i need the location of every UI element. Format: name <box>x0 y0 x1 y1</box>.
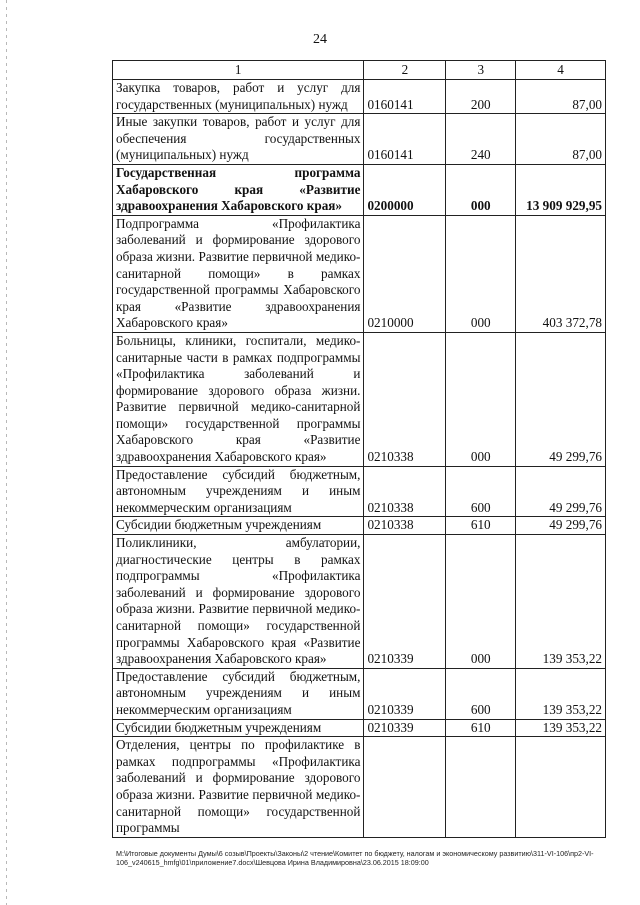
table-row <box>113 332 606 466</box>
row-name-cell: Иные закупки товаров, работ и услуг для обеспечения государственных (муниципальных) нужд <box>113 114 364 165</box>
row-code-cell: 0210339 <box>364 719 446 737</box>
row-expense-type-cell: 610 <box>446 517 516 535</box>
table-row <box>113 719 606 737</box>
row-code-cell: 0210339 <box>364 535 446 669</box>
scan-edge <box>6 0 7 905</box>
page-number: 24 <box>313 32 327 47</box>
row-code-cell: 0160141 <box>364 114 446 165</box>
row-expense-type-cell: 600 <box>446 466 516 517</box>
row-expense-type-cell <box>446 737 516 838</box>
row-name-cell: Закупка товаров, работ и услуг для государственных (муниципальных) нужд <box>113 80 364 114</box>
row-expense-type-cell: 000 <box>446 332 516 466</box>
table-row <box>113 164 606 215</box>
row-expense-type-cell: 000 <box>446 535 516 669</box>
header-cell: 2 <box>364 61 446 80</box>
row-amount-cell: 49 299,76 <box>516 332 606 466</box>
table-row <box>113 80 606 114</box>
row-amount-cell: 139 353,22 <box>516 668 606 719</box>
row-expense-type-cell: 000 <box>446 215 516 332</box>
row-code-cell: 0210339 <box>364 668 446 719</box>
row-amount-cell: 49 299,76 <box>516 466 606 517</box>
row-name-cell: Подпрограмма «Профилактика заболеваний и формирование здорового образа жизни. Развитие первичной медико-санитарной помощи» в рамках государственной программы Хабаровского края «Развитие здравоохранения Хабаровского края» <box>113 215 364 332</box>
row-amount-cell: 87,00 <box>516 80 606 114</box>
row-code-cell: 0210338 <box>364 332 446 466</box>
table-row <box>113 215 606 332</box>
table-row <box>113 114 606 165</box>
table-row <box>113 466 606 517</box>
table-row <box>113 737 606 838</box>
row-amount-cell: 49 299,76 <box>516 517 606 535</box>
row-amount-cell: 139 353,22 <box>516 535 606 669</box>
row-name-cell: Государственная программа Хабаровского края «Развитие здравоохранения Хабаровского края» <box>113 164 364 215</box>
row-code-cell: 0160141 <box>364 80 446 114</box>
row-amount-cell <box>516 737 606 838</box>
row-code-cell <box>364 737 446 838</box>
row-amount-cell: 13 909 929,95 <box>516 164 606 215</box>
row-name-cell: Предоставление субсидий бюджетным, автономным учреждениям и иным некоммерческим организациям <box>113 466 364 517</box>
row-amount-cell: 403 372,78 <box>516 215 606 332</box>
row-expense-type-cell: 600 <box>446 668 516 719</box>
row-expense-type-cell: 610 <box>446 719 516 737</box>
row-amount-cell: 87,00 <box>516 114 606 165</box>
header-cell: 3 <box>446 61 516 80</box>
row-name-cell: Поликлиники, амбулатории, диагностические центры в рамках подпрограммы «Профилактика заболеваний и формирование здорового образа жизни. Развитие первичной медико-санитарной помощи» государственной программы Хабаровского края «Развитие здравоохранения Хабаровского края» <box>113 535 364 669</box>
header-cell: 4 <box>516 61 606 80</box>
row-code-cell: 0210338 <box>364 466 446 517</box>
row-name-cell: Больницы, клиники, госпитали, медико-санитарные части в рамках подпрограммы «Профилактика заболеваний и формирование здорового образа жизни. Развитие первичной медико-санитарной помощи» государственной программы Хабаровского края «Развитие здравоохранения Хабаровского края» <box>113 332 364 466</box>
table-row <box>113 517 606 535</box>
budget-table <box>112 60 606 838</box>
row-name-cell: Субсидии бюджетным учреждениям <box>113 517 364 535</box>
table-row <box>113 668 606 719</box>
row-amount-cell: 139 353,22 <box>516 719 606 737</box>
table-row <box>113 535 606 669</box>
row-name-cell: Субсидии бюджетным учреждениям <box>113 719 364 737</box>
row-code-cell: 0200000 <box>364 164 446 215</box>
row-expense-type-cell: 240 <box>446 114 516 165</box>
table-header-row <box>113 61 606 80</box>
file-path-footer: M:\Итоговые документы Думы\6 созыв\Проекты\Законы\2 чтение\Комитет по бюджету, налогам и экономическому развитию\311-VI-106\пр2-VI-106_v240615_hmfg\01\приложение7.docx\Шевцова Ирина Владимировна\23.06.2015 18:09:00 <box>116 849 594 867</box>
row-expense-type-cell: 000 <box>446 164 516 215</box>
row-code-cell: 0210338 <box>364 517 446 535</box>
row-name-cell: Отделения, центры по профилактике в рамках подпрограммы «Профилактика заболеваний и формирование здорового образа жизни. Развитие первичной медико-санитарной помощи» государственной программы <box>113 737 364 838</box>
row-code-cell: 0210000 <box>364 215 446 332</box>
row-name-cell: Предоставление субсидий бюджетным, автономным учреждениям и иным некоммерческим организациям <box>113 668 364 719</box>
header-cell: 1 <box>113 61 364 80</box>
row-expense-type-cell: 200 <box>446 80 516 114</box>
